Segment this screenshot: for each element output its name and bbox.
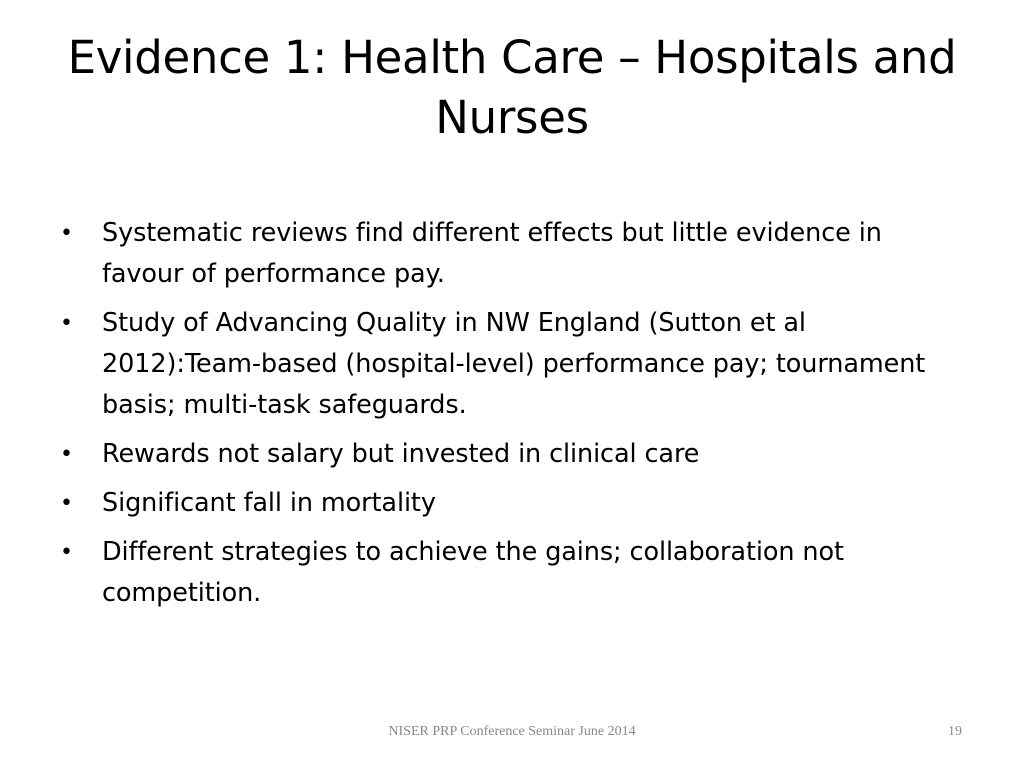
bullet-list [56, 213, 956, 622]
bullet-text: Significant fall in mortality [102, 488, 436, 518]
bullet-item [56, 434, 956, 475]
bullet-text: Study of Advancing Quality in NW England (Sutton et al 2012):Team-based (hospital-level) performance pay; tournament basis; multi-task safeguards. [102, 308, 926, 420]
bullet-item [56, 303, 956, 426]
slide-title: Evidence 1: Health Care – Hospitals and Nurses [67, 31, 957, 144]
bullet-icon: • [60, 491, 73, 516]
page-number: 19 [948, 724, 962, 739]
bullet-text: Systematic reviews find different effects but little evidence in favour of performance pay. [102, 218, 882, 289]
bullet-icon: • [60, 311, 73, 336]
bullet-icon: • [60, 442, 73, 467]
bullet-item [56, 483, 956, 524]
bullet-text: Rewards not salary but invested in clinical care [102, 439, 700, 469]
bullet-text: Different strategies to achieve the gains; collaboration not competition. [102, 537, 844, 608]
bullet-item [56, 532, 956, 614]
bullet-icon: • [60, 540, 73, 565]
slide-footer: NISER PRP Conference Seminar June 2014 [388, 724, 636, 739]
bullet-item [56, 213, 956, 295]
bullet-icon: • [60, 221, 73, 246]
